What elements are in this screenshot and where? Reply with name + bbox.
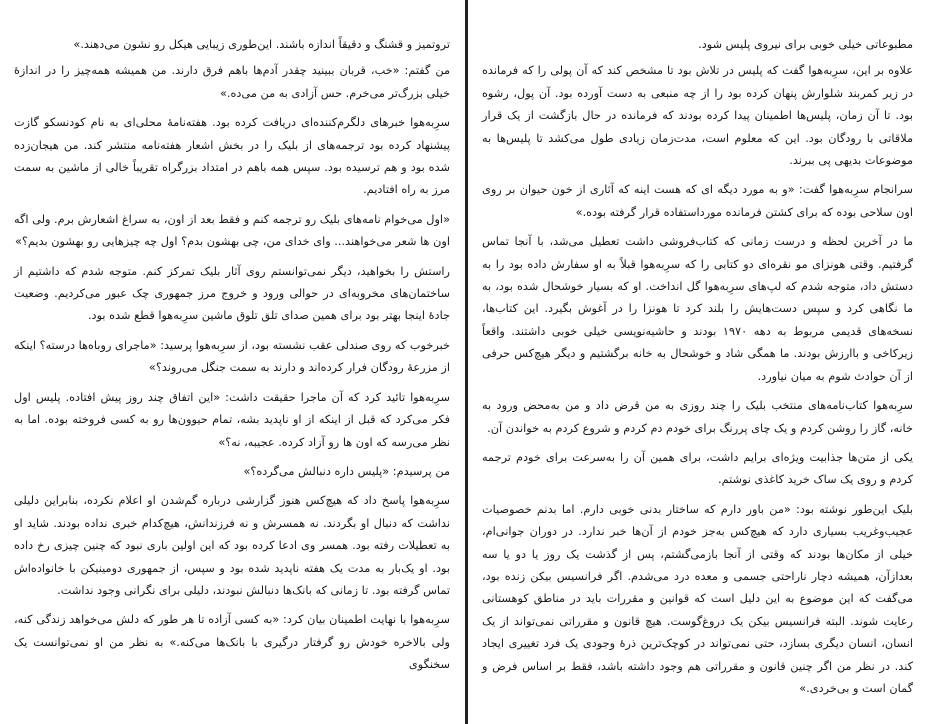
paragraph: علاوه بر این، سرِبه‌هوا گفت که پلیس در تلاش بود تا مشخص کند که آن پولی را که فرمانده در زیر کمربند شلوارش پنهان کرده بود را از چه منبعی به دست آورده بود. آن پول، رشوه بود. تا آن زمان، پلیس‌ها اطمینان پیدا کرده بودند که فرمانده در حال بازگشت از یک قرار ملاقاتی با رودگان بود. این که معلوم است، مدت‌زمان زیادی طول می‌کشد تا پلیس‌ها به موضوعات بدیهی پی ببرند. (482, 64, 913, 168)
paragraph: خبرخوب که روی صندلی عقب نشسته بود، از سرِبه‌هوا پرسید: «ماجرای روباه‌ها درسته؟ اینکه از مزرعهٔ رودگان فرار کرده‌اند و دارند به سمت جنگل می‌روند؟» (14, 338, 450, 375)
paragraph: ما در آخرین لحظه و درست زمانی که کتاب‌فروشی داشت تعطیل می‌شد، با آنجا تماس گرفتیم. وقتی هونزای مو نقره‌ای دو کتابی را که سرِبه‌هوا قبلاً به او سفارش داده بود را به دستش داد، متوجه شدم که لپ‌های سرِبه‌هوا گل انداخت. او که بسیار خوشحال شده بود، به ما نگاهی کرد و سپس دست‌هایش را بلند کرد تا هونزا را در آغوش بگیرد. این کتاب‌ها، نسخه‌های قدیمی مربوط به دهه ۱۹۷۰ بودند و حاشیه‌نویسی خیلی خوبی داشتند. واقعاً زیرکاخی و باارزش بودند. ما همگی شاد و خوشحال به خانه برگشتیم و دیگر هیچ‌کس حرفی از آن حوادث شوم به میان نیاورد. (482, 235, 913, 383)
paragraph: یکی از متن‌ها جذابیت ویژه‌ای برایم داشت، برای همین آن را به‌سرعت برای خودم ترجمه کردم و روی یک ساک خرید کاغذی نوشتم. (482, 450, 913, 487)
paragraph: سرانجام سرِبه‌هوا گفت: «و به مورد دیگه ای که هست اینه که آثاری از خون حیوان بر روی اون سلاحی بوده که برای کشتن فرمانده مورداستفاده قرار گرفته بوده.» (482, 183, 913, 219)
paragraph: من پرسیدم: «پلیس داره دنبالش می‌گرده؟» (243, 464, 450, 478)
paragraph: راستش را بخواهید، دیگر نمی‌توانستم روی آثار بلیک تمرکز کنم. متوجه شدم که داشتیم از ساختمان‌های مخروبه‌ای در حوالی ورود و خروج مرز جمهوری چک عبور می‌کردیم. وضعیت جادهٔ اینجا بهتر بود برای همین صدای تلق تلوق ماشین سرِبه‌هوا قطع شده بود. (14, 264, 450, 323)
paragraph: سرِبه‌هوا با نهایت اطمینان بیان کرد: «به کسی آزاده تا هر طور که دلش می‌خواهد زندگی کنه، ولی بالاخره خودش رو گرفتار درگیری با بانک‌ها می‌کنه.» به نظر من او نمی‌توانست یک سخنگوی (14, 613, 450, 672)
paragraph: «اول می‌خوام نامه‌های بلیک رو ترجمه کنم و فقط بعد از اون، به سراغ اشعارش برم. ولی اگه اون ها شعر می‌خواهند... وای خدای من، چی بهشون بدم؟ اول چه چیزهایی رو بهشون بدیم؟» (13, 212, 450, 249)
paragraph: سرِبه‌هوا پاسخ داد که هیچ‌کس هنوز گزارشی درباره گم‌شدن او اعلام نکرده، بنابراین دلیلی نداشت که دنبال او بگردند. نه همسرش و نه فرزندانش، هیچ‌کدام خبری نداده بودند. شاید او به تعطیلات رفته بود. همسر وی ادعا کرده بود که این اولین باری نبود که چنین چیزی رخ داده بود. او یک‌بار به مدت یک هفته ناپدید شده بود و سپس، از جمهوری دومینیکن با خانواده‌اش تماس گرفته بود. تا زمانی که بانک‌ها دنبالش نبودند، دلیلی برای نگرانی وجود نداشت. (14, 494, 450, 597)
paragraph: سرِبه‌هوا تائید کرد که آن ماجرا حقیقت داشت: «این اتفاق چند روز پیش افتاده. پلیس اول فکر می‌کرد که قبل از اینکه از او ناپدید بشه، تمام حیوون‌ها رو به کسی فروخته بوده. اما به نظر می‌رسه که اون ها رو آزاد کرده. عجیبه، نه؟» (14, 390, 450, 449)
paragraph: ترو‌تمیز و قشنگ و دقیقاً اندازه باشند. این‌طوری زیبایی هیکل رو نشون می‌دهند.» (73, 38, 450, 51)
paragraph: سرِبه‌هوا خبرهای دلگرم‌کننده‌ای دریافت کرده بود. هفته‌نامهٔ محلی‌ای به نام کودنسکو گازت پیشنهاد کرده بود ترجمه‌های از بلیک را در بخش اشعار هفته‌نامه منتشر کند. من هیجان‌زده شده بود و هم ترسیده بود. سپس همه باهم در امتداد بزرگراه تقریباً خالی از ماشین به سمت مرز به راه افتادیم. (14, 116, 450, 197)
paragraph: من گفتم: «خب، قربان ببینید چقدر آدم‌ها باهم فرق دارند. من همیشه همه‌چیز را در اندازهٔ خیلی بزرگ‌تر می‌خرم. حس آزادی به من می‌ده.» (14, 64, 450, 100)
right-page (468, 0, 931, 724)
paragraph: سرِبه‌هوا کتاب‌نامه‌های منتخب بلیک را چند روزی به من قرض داد و من به‌محض ورود به خانه، گاز را روشن کردم و یک چای پررنگ برای خودم دم کردم و شروع کردم به خواندن آن. (482, 399, 913, 435)
paragraph: مطبوعاتی خیلی خوبی برای نیروی پلیس شود. (698, 38, 913, 51)
paragraph: بلیک این‌طور نوشته بود: «من باور دارم که ساختار بدنی خوبی دارم. اما بدنم خصوصیات عجیب‌وغریب بسیاری دارد که هیچ‌کس به‌جز خودم از آن‌ها خبر ندارد. در دوران جوانی‌ام، خیلی از مکان‌ها بودند که وقتی از آنجا بازمی‌گشتم، پس از گذشت یک روز یا دو یا سه بعدازآن، همیشه دچار ناراحتی جسمی و معده درد می‌شدم. اگر فرانسیس بیکن زنده بود، می‌گفت که این موضوع به این دلیل است که قوانین و مقررات باید در مناطق کوهستانی رعایت شوند. البته فرانسیس بیکن یک دروغ‌گوست. هیچ قانون و مقرراتی نمی‌تواند از یک انسان، انسان دیگری بسازد، حتی نمی‌تواند در کوچک‌ترین ذرهٔ وجودی یک فرد تغییری ایجاد کند. در نظر من اگر چنین قانون و مقرراتی هم وجود داشته باشد، فقط بر اساس فرض و گمان است و بی‌خردی.» (482, 502, 913, 695)
